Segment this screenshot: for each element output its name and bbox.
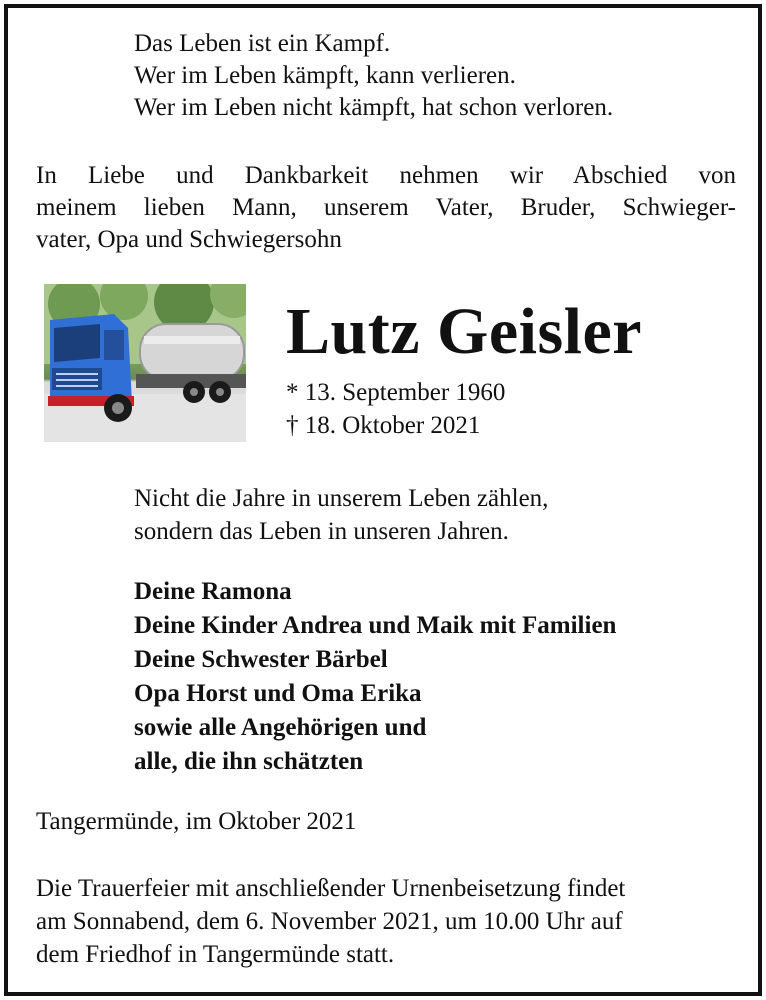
intro-line: meinem lieben Mann, unserem Vater, Bruder, Schwieger- [36, 194, 736, 221]
memorial-quote [134, 482, 548, 548]
mourner-line: Deine Kinder Andrea und Maik mit Familien [134, 612, 617, 639]
funeral-announcement [36, 872, 625, 971]
deceased-name: Lutz Geisler [286, 295, 643, 368]
birth-date: * 13. September 1960 [286, 379, 506, 406]
mourner-line: Opa Horst und Oma Erika [134, 680, 422, 707]
poem-line: Wer im Leben kämpft, kann verlieren. [134, 62, 516, 89]
life-dates [286, 376, 505, 442]
mourner-line: Deine Schwester Bärbel [134, 646, 388, 673]
mourner-line: Deine Ramona [134, 578, 292, 605]
poem-line: Das Leben ist ein Kampf. [134, 30, 391, 57]
farewell-intro [36, 160, 736, 256]
funeral-line: dem Friedhof in Tangermünde statt. [36, 941, 395, 968]
mourner-line: sowie alle Angehörigen und [134, 714, 427, 741]
poem-line: Wer im Leben nicht kämpft, hat schon verloren. [134, 94, 614, 121]
opening-poem [134, 28, 613, 124]
funeral-line: am Sonnabend, dem 6. November 2021, um 10.00 Uhr auf [36, 908, 623, 935]
quote-line: sondern das Leben in unseren Jahren. [134, 518, 509, 545]
obituary-notice [4, 4, 762, 996]
intro-line: vater, Opa und Schwiegersohn [36, 226, 342, 253]
mourner-line: alle, die ihn schätzten [134, 748, 364, 775]
funeral-line: Die Trauerfeier mit anschließender Urnenbeisetzung findet [36, 875, 626, 902]
mourners-list [134, 575, 616, 779]
quote-line: Nicht die Jahre in unserem Leben zählen, [134, 485, 549, 512]
truck-illustration [44, 284, 246, 442]
truck-photo [44, 284, 246, 442]
place-and-date: Tangermünde, im Oktober 2021 [36, 808, 357, 835]
death-date: † 18. Oktober 2021 [286, 412, 481, 439]
intro-line: In Liebe und Dankbarkeit nehmen wir Abschied von [36, 162, 736, 189]
